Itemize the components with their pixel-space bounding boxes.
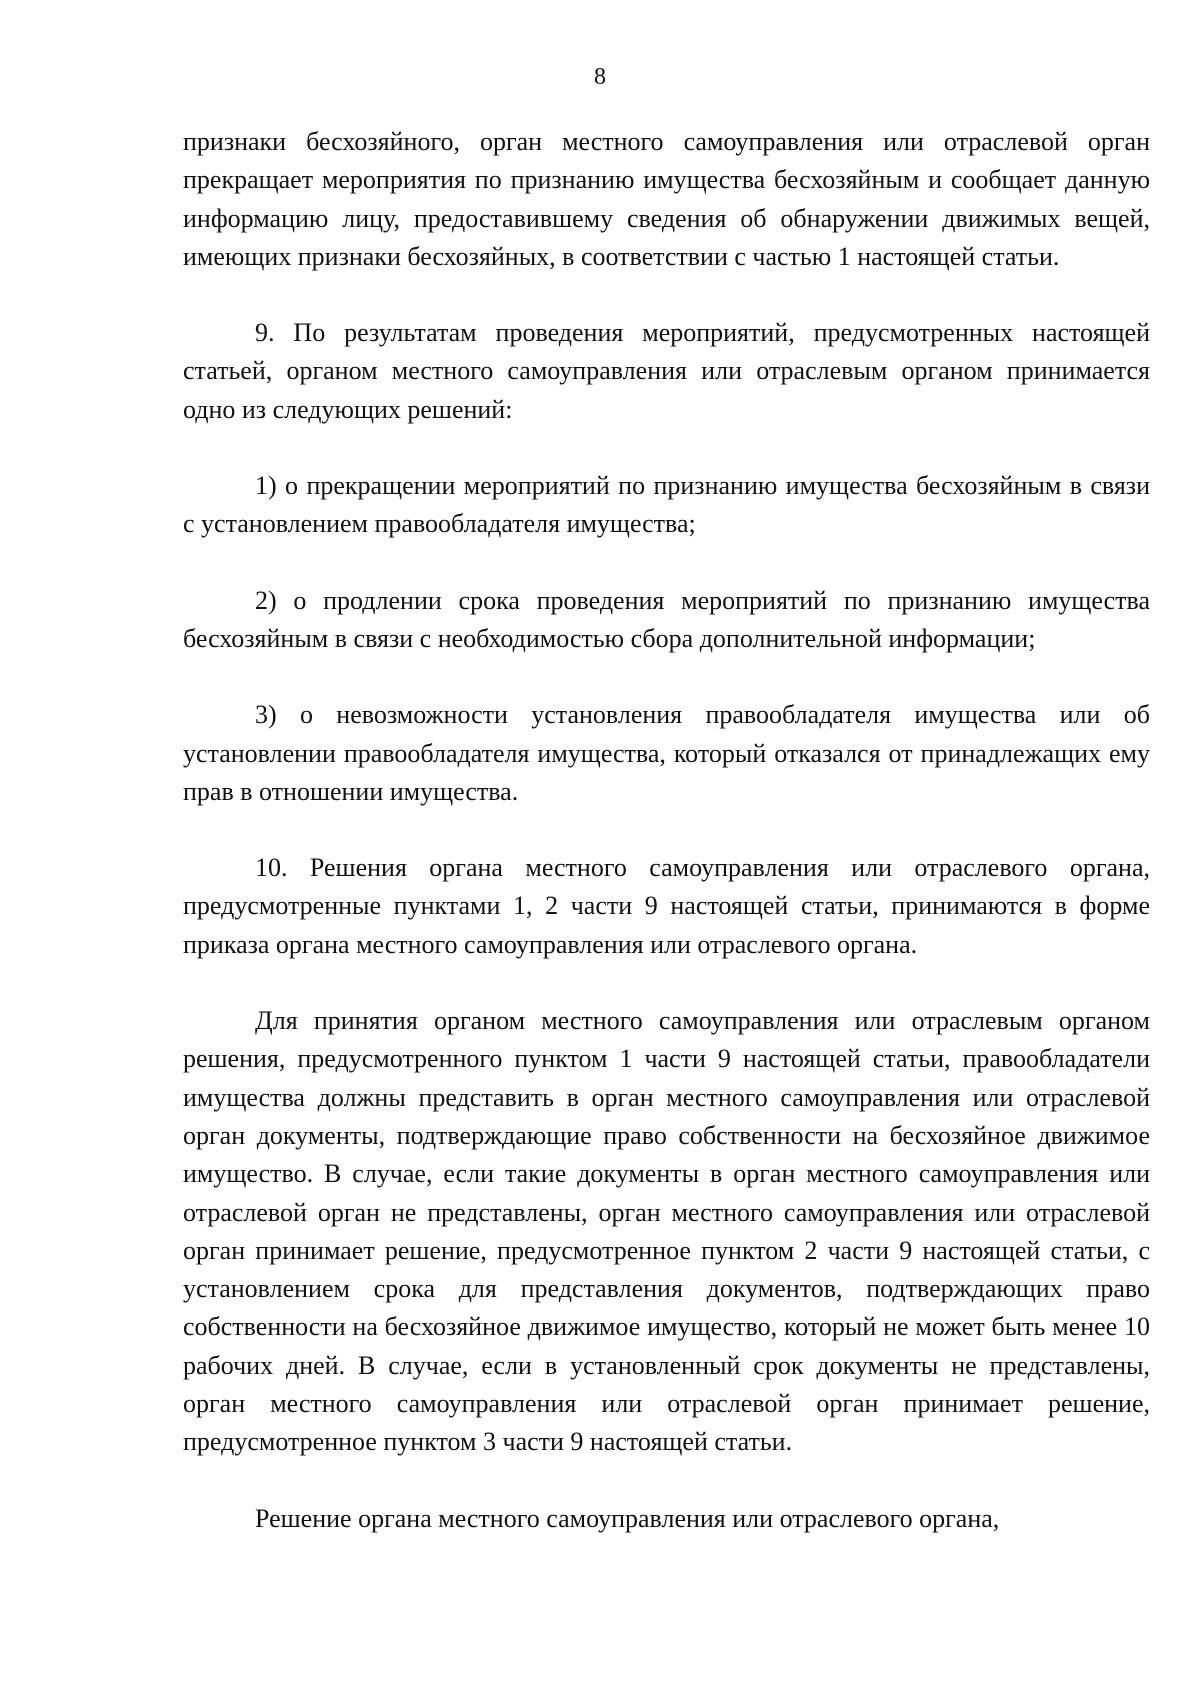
- paragraph-item-10: 10. Решения органа местного самоуправления или отраслевого органа, предусмотренные пунктами 1, 2 части 9 настоящей статьи, принимаются в форме приказа органа местного самоуправления или отраслевого органа.: [183, 853, 1150, 959]
- paragraph-documents-requirement: Для принятия органом местного самоуправления или отраслевым органом решения, предусмотренного пунктом 1 части 9 настоящей статьи, правообладатели имущества должны представить в орган местного самоуправления или отраслевой орган документы, подтверждающие право собственности на бесхозяйное движимое имущество. В случае, если такие документы в орган местного самоуправления или отраслевой орган не представлены, орган местного самоуправления или отраслевой орган принимает решение, предусмотренное пунктом 2 части 9 настоящей статьи, с установлением срока для представления документов, подтверждающих право собственности на бесхозяйное движимое имущество, который не может быть менее 10 рабочих дней. В случае, если в установленный срок документы не представлены, орган местного самоуправления или отраслевой орган принимает решение, предусмотренное пунктом 3 части 9 настоящей статьи.: [183, 1006, 1150, 1457]
- document-body: [183, 123, 1150, 1538]
- paragraph-item-9-2: 2) о продлении срока проведения мероприятий по признанию имущества бесхозяйным в связи с необходимостью сбора дополнительной информации;: [183, 585, 1150, 653]
- paragraph-decision: Решение органа местного самоуправления или отраслевого органа,: [255, 1503, 1000, 1533]
- paragraph-continuation: признаки бесхозяйного, орган местного самоуправления или отраслевой орган прекращает мероприятия по признанию имущества бесхозяйным и сообщает данную информацию лицу, предоставившему сведения об обнаружении движимых вещей, имеющих признаки бесхозяйных, в соответствии с частью 1 настоящей статьи.: [183, 127, 1150, 271]
- paragraph-item-9-3: 3) о невозможности установления правообладателя имущества или об установлении правообладателя имущества, который отказался от принадлежащих ему прав в отношении имущества.: [183, 700, 1150, 806]
- paragraph-item-9: 9. По результатам проведения мероприятий, предусмотренных настоящей статьей, органом местного самоуправления или отраслевым органом принимается одно из следующих решений:: [183, 318, 1150, 424]
- paragraph-item-9-1: 1) о прекращении мероприятий по признанию имущества бесхозяйным в связи с установлением правообладателя имущества;: [183, 471, 1150, 539]
- page-number: 8: [594, 64, 606, 90]
